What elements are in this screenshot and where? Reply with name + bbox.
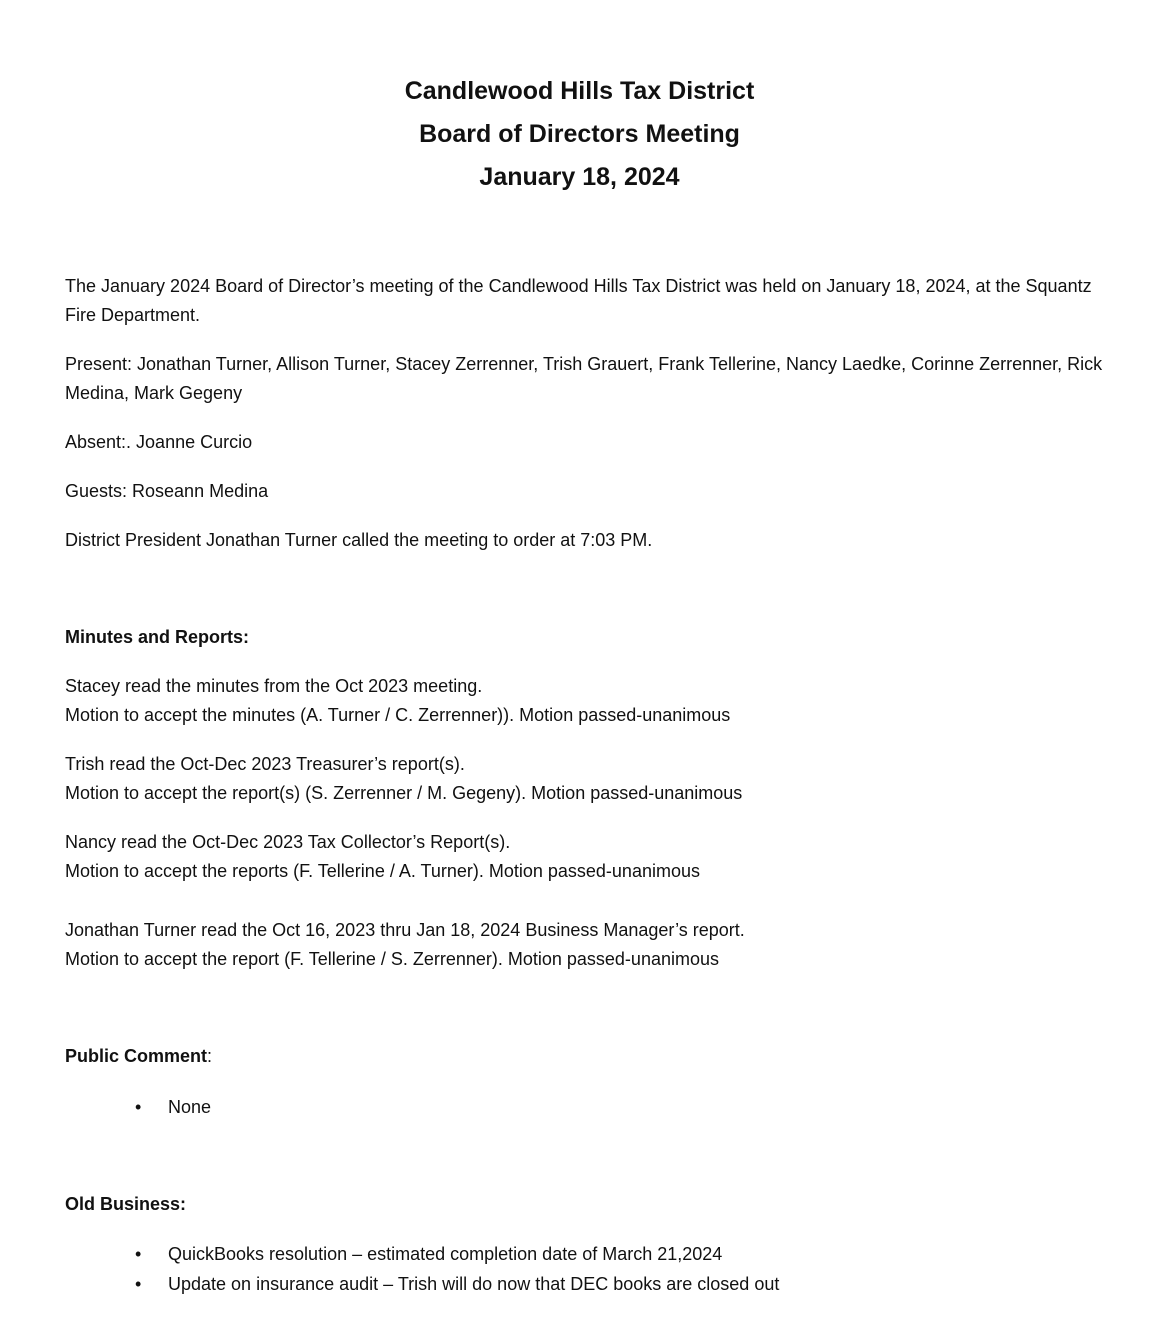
old-business-heading: Old Business: <box>65 1194 187 1214</box>
title-date: January 18, 2024 <box>479 163 680 191</box>
motion-line: Motion to accept the reports (F. Tellerine / A. Turner). Motion passed-unanimous <box>65 861 700 881</box>
list-item <box>65 1092 1105 1122</box>
bullet-icon: • <box>135 1244 142 1264</box>
absent-line: Absent:. Joanne Curcio <box>65 432 253 452</box>
intro-paragraph: The January 2024 Board of Director’s meeting of the Candlewood Hills Tax District was held on January 18, 2024, at the Squantz Fire Department. <box>65 276 1092 325</box>
motion-line: Motion to accept the minutes (A. Turner / C. Zerrenner)). Motion passed-unanimous <box>65 705 731 725</box>
title-meeting: Board of Directors Meeting <box>419 120 740 148</box>
minutes-reports-heading: Minutes and Reports: <box>65 627 250 647</box>
bullet-icon: • <box>135 1097 142 1117</box>
report-line: Trish read the Oct-Dec 2023 Treasurer’s report(s). <box>65 754 465 774</box>
report-item <box>65 672 1105 730</box>
call-to-order-line: District President Jonathan Turner called the meeting to order at 7:03 PM. <box>65 530 653 550</box>
list-item <box>65 1239 1105 1269</box>
document-header <box>0 70 1159 199</box>
bullet-icon: • <box>135 1274 142 1294</box>
document-body <box>65 272 1105 1299</box>
old-business-list <box>65 1239 1105 1299</box>
public-comment-heading-line <box>65 1042 1105 1071</box>
list-item-text: QuickBooks resolution – estimated completion date of March 21,2024 <box>168 1244 723 1264</box>
report-line: Jonathan Turner read the Oct 16, 2023 thru Jan 18, 2024 Business Manager’s report. <box>65 920 745 940</box>
present-line: Present: Jonathan Turner, Allison Turner, Stacey Zerrenner, Trish Grauert, Frank Tellerine, Nancy Laedke, Corinne Zerrenner, Rick Medina, Mark Gegeny <box>65 354 1103 403</box>
list-item-text: None <box>168 1097 212 1117</box>
report-item <box>65 916 1105 974</box>
report-item <box>65 828 1105 886</box>
guests-line: Guests: Roseann Medina <box>65 481 269 501</box>
motion-line: Motion to accept the report(s) (S. Zerrenner / M. Gegeny). Motion passed-unanimous <box>65 783 743 803</box>
title-district: Candlewood Hills Tax District <box>404 77 755 105</box>
list-item-text: Update on insurance audit – Trish will do now that DEC books are closed out <box>168 1274 780 1294</box>
report-line: Nancy read the Oct-Dec 2023 Tax Collector’s Report(s). <box>65 832 511 852</box>
public-comment-colon: : <box>207 1046 213 1066</box>
public-comment-heading: Public Comment <box>65 1046 208 1066</box>
report-line: Stacey read the minutes from the Oct 2023 meeting. <box>65 676 483 696</box>
list-item <box>65 1269 1105 1299</box>
report-item <box>65 750 1105 808</box>
motion-line: Motion to accept the report (F. Tellerine / S. Zerrenner). Motion passed-unanimous <box>65 949 719 969</box>
public-comment-list <box>65 1092 1105 1122</box>
